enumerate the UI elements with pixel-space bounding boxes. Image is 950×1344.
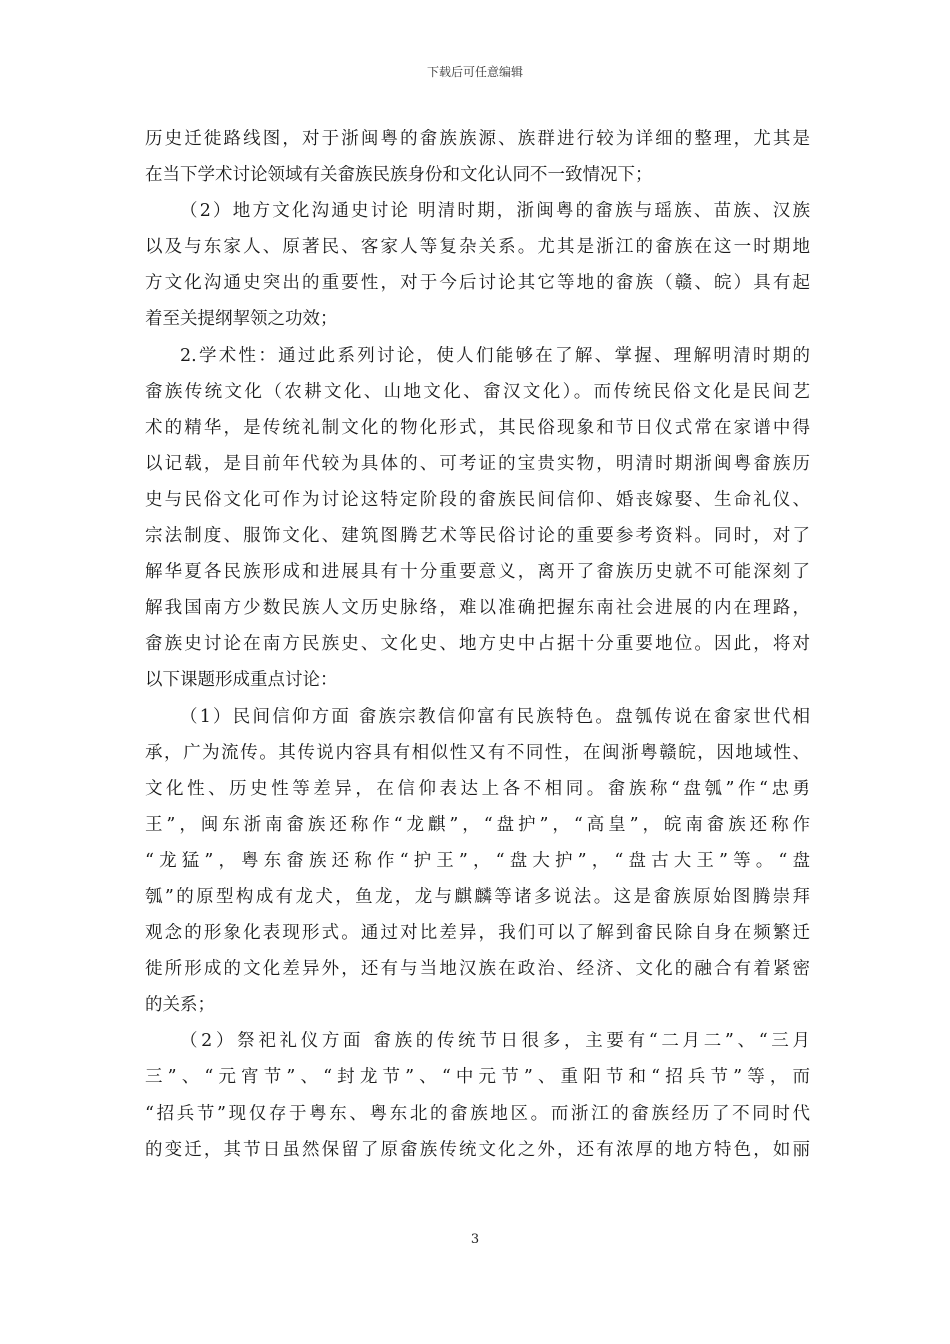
text-line: 王”，闽东浙南畲族还称作“龙麒”，“盘护”，“高皇”，皖南畲族还称作 [145,814,810,835]
text-line: 承，广为流传。其传说内容具有相似性又有不同性，在闽浙粤赣皖，因地域性、 [145,742,810,763]
text-line: 徙所形成的文化差异外，还有与当地汉族在政治、经济、文化的融合有着紧密 [145,959,810,980]
text-line: 以及与东家人、原著民、客家人等复杂关系。尤其是浙江的畲族在这一时期地 [145,237,810,258]
text-line: “龙猛”，粤东畲族还称作“护王”，“盘大护”，“盘古大王”等。“盘 [145,850,810,871]
text-line: 宗法制度、服饰文化、建筑图腾艺术等民俗讨论的重要参考资料。同时，对了 [145,526,810,547]
text-line: 观念的形象化表现形式。通过对比差异，我们可以了解到畲民除自身在频繁迁 [145,923,810,944]
text-line: 畲族传统文化（农耕文化、山地文化、畲汉文化）。而传统民俗文化是民间艺 [145,381,810,402]
text-line: 在当下学术讨论领域有关畲族民族身份和文化认同不一致情况下； [145,165,653,186]
text-line: 瓠”的原型构成有龙犬，鱼龙，龙与麒麟等诸多说法。这是畲族原始图腾崇拜 [145,886,810,907]
text-line: 解我国南方少数民族人文历史脉络，难以准确把握东南社会进展的内在理路， [145,598,810,619]
text-line: 以记载，是目前年代较为具体的、可考证的宝贵实物，明清时期浙闽粤畲族历 [145,453,810,474]
text-line: 以下课题形成重点讨论： [145,670,338,691]
text-line: 解华夏各民族形成和进展具有十分重要意义，离开了畲族历史就不可能深刻了 [145,562,810,583]
page-header: 下载后可任意编辑 [426,65,523,79]
paragraph-first-line: （2）地方文化沟通史讨论 明清时期，浙闽粤的畲族与瑶族、苗族、汉族 [180,201,810,222]
text-line: 着至关提纲挈领之功效； [145,309,338,330]
text-line: 术的精华，是传统礼制文化的物化形式，其民俗现象和节日仪式常在家谱中得 [145,417,810,438]
paragraph-first-line: （2）祭祀礼仪方面 畲族的传统节日很多，主要有“二月二”、“三月 [180,1031,810,1052]
text-line: “招兵节”现仅存于粤东、粤东北的畲族地区。而浙江的畲族经历了不同时代 [145,1103,810,1124]
text-line: 历史迁徙路线图，对于浙闽粤的畲族族源、族群进行较为详细的整理，尤其是 [145,129,810,149]
page-number: 3 [470,1232,480,1247]
paragraph-first-line: 2.学术性：通过此系列讨论，使人们能够在了解、掌握、理解明清时期的 [180,345,810,366]
text-line: 的变迁，其节日虽然保留了原畲族传统文化之外，还有浓厚的地方特色，如丽 [145,1139,810,1160]
paragraph-first-line: （1）民间信仰方面 畲族宗教信仰富有民族特色。盘瓠传说在畲家世代相 [180,706,810,727]
text-line: 三”、“元宵节”、“封龙节”、“中元节”、重阳节和“招兵节”等，而 [145,1067,810,1088]
text-line: 史与民俗文化可作为讨论这特定阶段的畲族民间信仰、婚丧嫁娶、生命礼仪、 [145,489,810,510]
document-body [145,121,810,1168]
text-line: 方文化沟通史突出的重要性，对于今后讨论其它等地的畲族（赣、皖）具有起 [145,273,810,294]
text-line: 畲族史讨论在南方民族史、文化史、地方史中占据十分重要地位。因此，将对 [145,634,810,655]
text-line: 文化性、历史性等差异，在信仰表达上各不相同。畲族称“盘瓠”作“忠勇 [145,778,810,799]
text-line: 的关系； [145,995,215,1016]
